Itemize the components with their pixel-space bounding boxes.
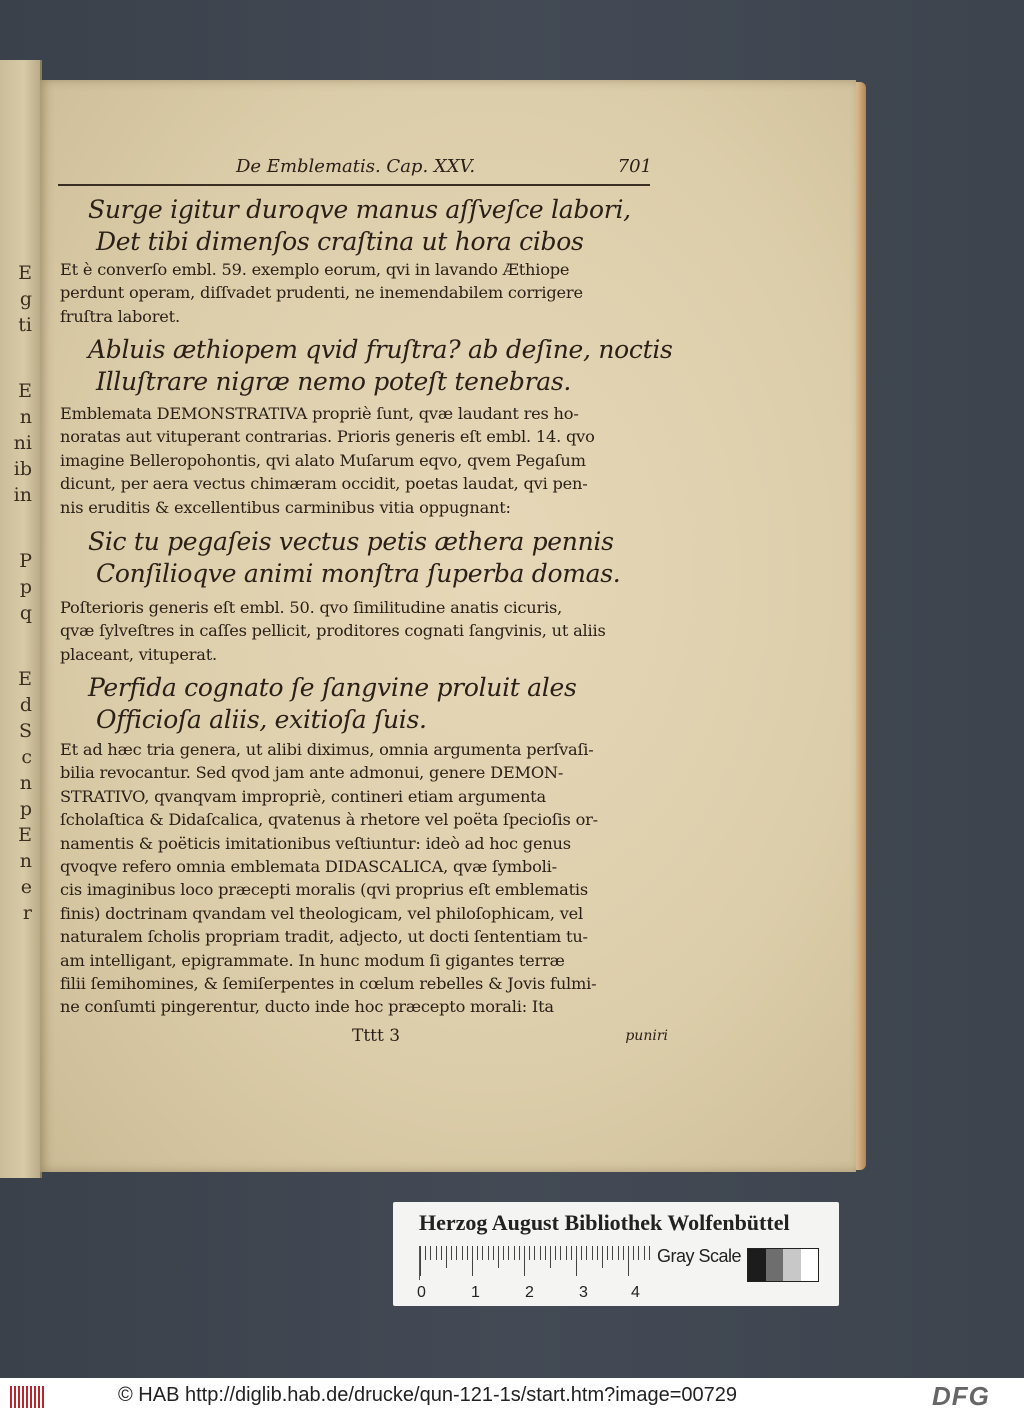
ruler-tick — [441, 1246, 442, 1260]
ruler-tick — [633, 1246, 634, 1260]
previous-page-glyph: E — [18, 824, 32, 846]
barcode-logo — [10, 1386, 46, 1408]
footer-bar — [0, 1378, 1024, 1416]
barcode-bar — [18, 1386, 20, 1408]
previous-page-glyph: n — [19, 850, 32, 872]
verse-line: Illuſtrare nigræ nemo poteſt tenebras. — [96, 367, 572, 396]
ruler-tick — [566, 1246, 567, 1260]
verse-line: Abluis æthiopem qvid fruſtra? ab deſine, noctis — [88, 335, 673, 364]
prose-line: imagine Belleropohontis, qvi alato Muſarum eqvo, qvem Pegaſum — [60, 450, 586, 470]
barcode-bar — [14, 1386, 16, 1408]
verse-block-1 — [60, 194, 652, 258]
page-footer — [60, 1024, 668, 1050]
previous-page-glyph: q — [19, 602, 32, 624]
previous-page-glyph: P — [19, 550, 32, 572]
prose-line: fruſtra laboret. — [60, 306, 180, 326]
barcode-bar — [42, 1386, 44, 1408]
ruler-tick — [519, 1246, 520, 1260]
ruler-tick — [514, 1246, 515, 1260]
prose-line: ſcholaſtica & Didaſcalica, qvatenus à rhetore vel poëta ſpecioſis or- — [60, 810, 598, 830]
ruler-tick — [550, 1246, 551, 1268]
barcode-bar — [22, 1386, 24, 1408]
prose-line: placeant, vituperat. — [60, 644, 217, 664]
previous-page-glyph: ni — [13, 432, 32, 454]
ruler-tick — [477, 1246, 478, 1260]
running-head — [60, 152, 660, 184]
dfg-logo: DFG — [932, 1381, 990, 1411]
prose-line: STRATIVO, qvanqvam impropriè, contineri etiam argumenta — [60, 786, 546, 806]
ruler-tick — [472, 1246, 473, 1276]
previous-page-glyphs — [0, 260, 36, 926]
ruler-tick — [436, 1246, 437, 1260]
prose-line: finis) doctrinam qvandam vel theologicam, vel philoſophicam, vel — [60, 903, 584, 923]
gray-scale-label: Gray Scale — [657, 1246, 742, 1266]
previous-page-glyph: e — [20, 876, 32, 898]
prose-line: nis eruditis & excellentibus carminibus vitia oppugnant: — [60, 497, 511, 517]
ruler-tick — [430, 1246, 431, 1260]
ruler-number: 3 — [579, 1284, 588, 1301]
ruler-tick — [555, 1246, 556, 1260]
prose-line: qvæ ſylveſtres in caſſes pellicit, proditores cognati ſangvinis, ut aliis — [60, 621, 606, 641]
ruler-tick — [644, 1246, 645, 1260]
ruler-number: 2 — [525, 1284, 534, 1301]
verse-line: Conſilioqve animi monſtra ſuperba domas. — [96, 559, 621, 588]
verse-line: Sic tu pegaſeis vectus petis æthera pennis — [88, 527, 614, 556]
prose-line: namentis & poëticis imitationibus veſtiuntur: ideò ad hoc genus — [60, 833, 571, 853]
previous-page-glyph: ti — [18, 314, 32, 336]
ruler-tick — [456, 1246, 457, 1260]
prose-line: Et è converſo embl. 59. exemplo eorum, qvi in lavando Æthiope — [60, 260, 570, 279]
gray-swatch — [801, 1249, 819, 1281]
previous-page-glyph: g — [19, 288, 32, 310]
gray-swatch — [748, 1249, 766, 1281]
verse-line: Officioſa aliis, exitioſa ſuis. — [96, 705, 427, 734]
ruler-tick — [586, 1246, 587, 1260]
verse-block-2 — [60, 334, 673, 398]
prose-line: Poſterioris generis eſt embl. 50. qvo ſimilitudine anatis cicuris, — [60, 598, 563, 617]
ruler-tick — [592, 1246, 593, 1260]
measure-ruler — [419, 1246, 648, 1280]
ruler-tick — [420, 1246, 421, 1276]
prose-line: bilia revocantur. Sed qvod jam ante admonui, genere DEMON- — [60, 763, 564, 783]
page-number: 701 — [617, 156, 652, 177]
ruler-tick — [446, 1246, 447, 1268]
ruler-tick — [451, 1246, 452, 1260]
library-name: Herzog August Bibliothek Wolfenbüttel — [419, 1210, 790, 1235]
prose-line: cis imaginibus loco præcepti moralis (qvi proprius eſt emblematis — [60, 880, 588, 900]
source-url[interactable]: © HAB http://diglib.hab.de/drucke/qun-121-1s/start.htm?image=00729 — [118, 1384, 737, 1406]
glyph-gap — [0, 338, 36, 378]
gray-swatch — [766, 1249, 784, 1281]
ruler-tick — [493, 1246, 494, 1260]
previous-page-glyph: p — [19, 798, 32, 820]
barcode-bar — [10, 1386, 12, 1408]
glyph-gap — [0, 508, 36, 548]
ruler-tick — [488, 1246, 489, 1260]
prose-line: noratas aut vituperant contrarias. Prioris generis eſt embl. 14. qvo — [60, 427, 595, 447]
ruler-tick — [462, 1246, 463, 1260]
barcode-bar — [30, 1386, 32, 1408]
ruler-numbers — [417, 1284, 677, 1304]
prose-line: naturalem ſcholis propriam tradit, adjecto, ut docti ſententiam tu- — [60, 927, 588, 947]
previous-page-glyph: E — [18, 668, 32, 690]
previous-page-glyph: r — [22, 902, 32, 924]
ruler-tick — [503, 1246, 504, 1260]
prose-line: am intelligant, epigrammate. In hunc modum ſi gigantes terræ — [60, 950, 565, 970]
ruler-number: 4 — [631, 1284, 640, 1301]
previous-page-glyph: p — [19, 576, 32, 598]
prose-line: Emblemata DEMONSTRATIVA propriè ſunt, qvæ laudant res ho- — [60, 404, 579, 423]
previous-page-glyph: S — [18, 720, 32, 742]
barcode-bar — [26, 1386, 28, 1408]
prose-block-2 — [60, 402, 652, 519]
ruler-tick — [482, 1246, 483, 1260]
prose-block-1 — [60, 258, 652, 328]
ruler-tick — [649, 1246, 650, 1260]
previous-page-glyph: in — [13, 484, 32, 506]
glyph-gap — [0, 626, 36, 666]
barcode-bar — [38, 1386, 40, 1408]
gray-swatch — [783, 1249, 801, 1281]
ruler-tick — [612, 1246, 613, 1260]
prose-block-3 — [60, 596, 652, 666]
running-head-title: De Emblematis. Cap. XXV. — [236, 156, 476, 177]
ruler-tick — [571, 1246, 572, 1260]
ruler-tick — [597, 1246, 598, 1260]
previous-page-glyph: d — [19, 694, 32, 716]
ruler-number: 1 — [471, 1284, 480, 1301]
prose-line: perdunt operam, diſſvadet prudenti, ne inemendabilem corrigere — [60, 283, 583, 303]
verse-block-4 — [60, 672, 652, 736]
previous-page-edge — [0, 60, 42, 1178]
ruler-tick — [560, 1246, 561, 1260]
ruler-tick — [498, 1246, 499, 1268]
previous-page-glyph: ib — [13, 458, 32, 480]
ruler-tick — [638, 1246, 639, 1260]
ruler-tick — [618, 1246, 619, 1260]
verse-line: Det tibi dimenſos craſtina ut hora cibos — [96, 227, 584, 256]
ruler-tick — [545, 1246, 546, 1260]
prose-line: Et ad hæc tria genera, ut alibi diximus, omnia argumenta perſvaſi- — [60, 740, 594, 759]
prose-line: ne conſumti pingerentur, ducto inde hoc præcepto morali: Ita — [60, 997, 554, 1017]
library-label-card — [393, 1202, 839, 1306]
verse-line: Surge igitur duroqve manus aſſveſce labori, — [88, 195, 631, 224]
ruler-tick — [524, 1246, 525, 1276]
ruler-tick — [576, 1246, 577, 1276]
ruler-tick — [508, 1246, 509, 1260]
prose-line: filii ſemihomines, & ſemiſerpentes in cœlum rebelles & Jovis fulmi- — [60, 974, 597, 994]
prose-block-4 — [60, 738, 652, 1019]
ruler-tick — [607, 1246, 608, 1260]
barcode-bar — [34, 1386, 36, 1408]
prose-line: dicunt, per aera vectus chimæram occidit, poetas laudat, qvi pen- — [60, 474, 588, 494]
signature-mark: Tttt 3 — [352, 1026, 401, 1046]
gray-scale-swatches — [747, 1248, 819, 1282]
previous-page-glyph: n — [19, 772, 32, 794]
previous-page-glyph: E — [18, 262, 32, 284]
ruler-number: 0 — [417, 1284, 426, 1301]
ruler-tick — [425, 1246, 426, 1260]
ruler-tick — [540, 1246, 541, 1260]
header-rule — [58, 184, 650, 186]
ruler-tick — [628, 1246, 629, 1276]
ruler-tick — [534, 1246, 535, 1260]
previous-page-glyph: n — [19, 406, 32, 428]
verse-line: Perfida cognato ſe ſangvine proluit ales — [88, 673, 577, 702]
ruler-tick — [467, 1246, 468, 1260]
previous-page-glyph: E — [18, 380, 32, 402]
verse-block-3 — [60, 526, 652, 590]
ruler-tick — [581, 1246, 582, 1260]
ruler-tick — [623, 1246, 624, 1260]
previous-page-glyph: c — [21, 746, 32, 768]
ruler-tick — [602, 1246, 603, 1268]
prose-line: qvoqve refero omnia emblemata DIDASCALICA, qvæ ſymboli- — [60, 857, 557, 877]
ruler-tick — [529, 1246, 530, 1260]
catchword: puniri — [625, 1028, 668, 1044]
